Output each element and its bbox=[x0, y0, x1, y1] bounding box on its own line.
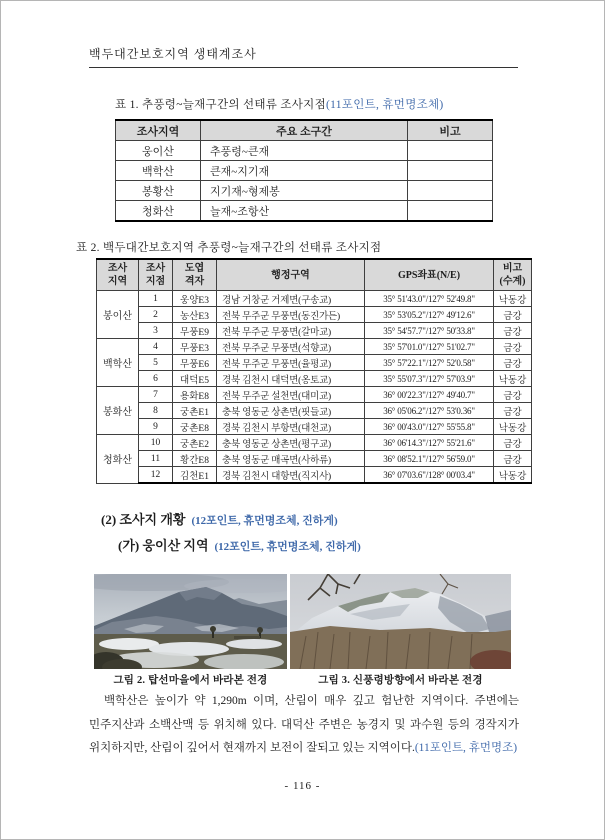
table1-caption bbox=[115, 96, 444, 112]
cell-admin: 전북 무주군 무풍면(갈마교) bbox=[217, 323, 365, 339]
table2-header-grid bbox=[173, 259, 217, 291]
cell-admin: 충북 영동군 상촌면(평구교) bbox=[217, 435, 365, 451]
page-header: 백두대간보호지역 생태계조사 bbox=[89, 47, 257, 61]
cell-no: 12 bbox=[139, 467, 173, 484]
header-line: 지역 bbox=[107, 276, 128, 287]
cell-grid: 무풍E6 bbox=[173, 355, 217, 371]
cell-section: 늘재~조항산 bbox=[201, 201, 408, 222]
paragraph-note: (11포인트, 휴먼명조) bbox=[414, 742, 518, 754]
header-line: 격자 bbox=[184, 276, 205, 287]
header-line: (수계) bbox=[499, 276, 526, 287]
cell-admin: 경남 거창군 거제면(구송교) bbox=[217, 291, 365, 307]
table2 bbox=[96, 258, 532, 484]
table1-row bbox=[116, 161, 493, 181]
table1-row bbox=[116, 201, 493, 222]
cell-gps: 36° 06'14.3"/127° 55'21.6" bbox=[365, 435, 494, 451]
cell-no: 2 bbox=[139, 307, 173, 323]
table2-header-row bbox=[97, 259, 532, 291]
cell-no: 9 bbox=[139, 419, 173, 435]
cell-note bbox=[408, 181, 493, 201]
header-line: GPS좌표(N/E) bbox=[397, 269, 461, 281]
table2-header-point bbox=[139, 259, 173, 291]
cell-no: 5 bbox=[139, 355, 173, 371]
cell-gps: 36° 07'03.6"/128° 00'03.4" bbox=[365, 467, 494, 484]
cell-grid: 웅양E3 bbox=[173, 291, 217, 307]
header-rule bbox=[89, 67, 518, 68]
cell-no: 4 bbox=[139, 339, 173, 355]
figure2-caption: 그림 2. 탑선마을에서 바라본 전경 bbox=[113, 675, 268, 686]
cell-grid: 대덕E5 bbox=[173, 371, 217, 387]
cell-region: 웅이산 bbox=[116, 141, 201, 161]
photo-tapseon-village bbox=[94, 574, 287, 669]
cell-section: 추풍령~큰재 bbox=[201, 141, 408, 161]
cell-section: 큰재~지기재 bbox=[201, 161, 408, 181]
cell-section: 지기재~형제봉 bbox=[201, 181, 408, 201]
table2-row bbox=[97, 307, 532, 323]
cell-admin: 전북 무주군 설천면(대미교) bbox=[217, 387, 365, 403]
cell-basin: 금강 bbox=[494, 355, 532, 371]
table2-row bbox=[97, 435, 532, 451]
cell-gps: 36° 08'52.1"/127° 56'59.0" bbox=[365, 451, 494, 467]
cell-group: 백학산 bbox=[97, 339, 139, 387]
cell-grid: 궁촌E2 bbox=[173, 435, 217, 451]
table2-caption: 표 2. 백두대간보호지역 추풍령~늘재구간의 선태류 조사지점 bbox=[76, 242, 382, 254]
table2-header-gps bbox=[365, 259, 494, 291]
table1-row bbox=[116, 181, 493, 201]
cell-gps: 35° 57'22.1"/127° 52'0.58" bbox=[365, 355, 494, 371]
cell-admin: 충북 영동군 상촌면(핏들교) bbox=[217, 403, 365, 419]
table2-row bbox=[97, 419, 532, 435]
cell-basin: 낙동강 bbox=[494, 291, 532, 307]
table2-row bbox=[97, 355, 532, 371]
header-line: 비고 bbox=[502, 263, 523, 274]
table1-caption-text: 표 1. 추풍령~늘재구간의 선태류 조사지점 bbox=[115, 99, 326, 111]
cell-grid: 농산E3 bbox=[173, 307, 217, 323]
photo-right-illustration bbox=[290, 574, 511, 669]
header-line: 행정구역 bbox=[271, 269, 310, 281]
cell-admin: 경북 김천시 부항면(대천교) bbox=[217, 419, 365, 435]
figure3-caption: 그림 3. 신풍령방향에서 바라본 전경 bbox=[318, 675, 483, 686]
cell-gps: 35° 57'01.0"/127° 51'02.7" bbox=[365, 339, 494, 355]
cell-admin: 경북 김천시 대항면(직지사) bbox=[217, 467, 365, 484]
header-line: 조사 bbox=[145, 263, 166, 274]
page-number: - 116 - bbox=[284, 780, 321, 792]
cell-gps: 36° 00'22.3"/127° 49'40.7" bbox=[365, 387, 494, 403]
cell-admin: 경북 김천시 대덕면(옹토교) bbox=[217, 371, 365, 387]
photo-left-illustration bbox=[94, 574, 287, 669]
table2-row bbox=[97, 371, 532, 387]
cell-basin: 금강 bbox=[494, 387, 532, 403]
cell-basin: 낙동강 bbox=[494, 419, 532, 435]
cell-region: 청화산 bbox=[116, 201, 201, 222]
table2-row bbox=[97, 291, 532, 307]
photo-sinpungnyeong bbox=[290, 574, 511, 669]
table1-header-note: 비고 bbox=[408, 120, 493, 141]
table1 bbox=[115, 119, 493, 222]
cell-group: 봉이산 bbox=[97, 291, 139, 339]
cell-no: 7 bbox=[139, 387, 173, 403]
cell-no: 6 bbox=[139, 371, 173, 387]
table1-header-row bbox=[116, 120, 493, 141]
table2-header-basin bbox=[494, 259, 532, 291]
cell-gps: 36° 05'06.2"/127° 53'0.36" bbox=[365, 403, 494, 419]
cell-basin: 금강 bbox=[494, 323, 532, 339]
header-line: 도엽 bbox=[184, 263, 205, 274]
cell-group: 봉화산 bbox=[97, 387, 139, 435]
cell-gps: 35° 51'43.0"/127° 52'49.8" bbox=[365, 291, 494, 307]
cell-region: 백학산 bbox=[116, 161, 201, 181]
cell-basin: 금강 bbox=[494, 403, 532, 419]
table2-row bbox=[97, 323, 532, 339]
cell-basin: 금강 bbox=[494, 435, 532, 451]
cell-grid: 무풍E9 bbox=[173, 323, 217, 339]
subsection-heading-ungisan bbox=[118, 535, 361, 554]
table1-caption-note: (11포인트, 휴먼명조체) bbox=[326, 99, 444, 111]
cell-gps: 35° 55'07.3"/127° 57'03.9" bbox=[365, 371, 494, 387]
cell-group: 청화산 bbox=[97, 435, 139, 484]
cell-admin: 충북 영동군 매곡면(사하류) bbox=[217, 451, 365, 467]
table2-row bbox=[97, 467, 532, 484]
table2-row bbox=[97, 387, 532, 403]
cell-grid: 황간E8 bbox=[173, 451, 217, 467]
table2-row bbox=[97, 339, 532, 355]
cell-gps: 35° 54'57.7"/127° 50'33.8" bbox=[365, 323, 494, 339]
cell-basin: 금강 bbox=[494, 339, 532, 355]
cell-gps: 35° 53'05.2"/127° 49'12.6" bbox=[365, 307, 494, 323]
cell-admin: 전북 무주군 무풍면(동진가든) bbox=[217, 307, 365, 323]
cell-no: 11 bbox=[139, 451, 173, 467]
paragraph-text: 백학산은 높이가 약 1,290m 이며, 산림이 매우 깊고 험난한 지역이다. 주변에는 민주지산과 소백산맥 등 위치해 있다. 대덕산 주변은 농경지 및 과수원 등의 경작지가 위치하지만, 산림이 깊어서 현재까지 보전이 잘되고 있는 지역이다. bbox=[89, 695, 519, 754]
cell-admin: 전북 무주군 무풍면(율평교) bbox=[217, 355, 365, 371]
table2-row bbox=[97, 403, 532, 419]
cell-grid: 김천E1 bbox=[173, 467, 217, 484]
table2-header-admin bbox=[217, 259, 365, 291]
cell-basin: 낙동강 bbox=[494, 467, 532, 484]
cell-note bbox=[408, 161, 493, 181]
header-line: 지점 bbox=[145, 276, 166, 287]
body-paragraph bbox=[89, 690, 519, 761]
cell-note bbox=[408, 141, 493, 161]
cell-note bbox=[408, 201, 493, 222]
cell-grid: 무풍E3 bbox=[173, 339, 217, 355]
section-heading-note: (12포인트, 휴먼명조체, 진하게) bbox=[191, 515, 338, 527]
section-heading-overview bbox=[101, 509, 338, 528]
table2-header-region bbox=[97, 259, 139, 291]
table1-header-section: 주요 소구간 bbox=[201, 120, 408, 141]
cell-grid: 궁촌E1 bbox=[173, 403, 217, 419]
subsection-heading-note: (12포인트, 휴먼명조체, 진하게) bbox=[214, 541, 361, 553]
cell-no: 1 bbox=[139, 291, 173, 307]
cell-basin: 금강 bbox=[494, 451, 532, 467]
cell-grid: 용화E8 bbox=[173, 387, 217, 403]
cell-admin: 전북 무주군 무풍면(석향교) bbox=[217, 339, 365, 355]
cell-basin: 낙동강 bbox=[494, 371, 532, 387]
table1-row bbox=[116, 141, 493, 161]
cell-basin: 금강 bbox=[494, 307, 532, 323]
table2-row bbox=[97, 451, 532, 467]
cell-no: 8 bbox=[139, 403, 173, 419]
cell-no: 3 bbox=[139, 323, 173, 339]
header-line: 조사 bbox=[107, 263, 128, 274]
cell-region: 봉황산 bbox=[116, 181, 201, 201]
table1-header-region: 조사지역 bbox=[116, 120, 201, 141]
section-heading-label: (2) 조사지 개황 bbox=[101, 512, 186, 527]
cell-grid: 궁촌E8 bbox=[173, 419, 217, 435]
subsection-heading-label: (가) 웅이산 지역 bbox=[118, 538, 209, 553]
cell-no: 10 bbox=[139, 435, 173, 451]
cell-gps: 36° 00'43.0"/127° 55'55.8" bbox=[365, 419, 494, 435]
